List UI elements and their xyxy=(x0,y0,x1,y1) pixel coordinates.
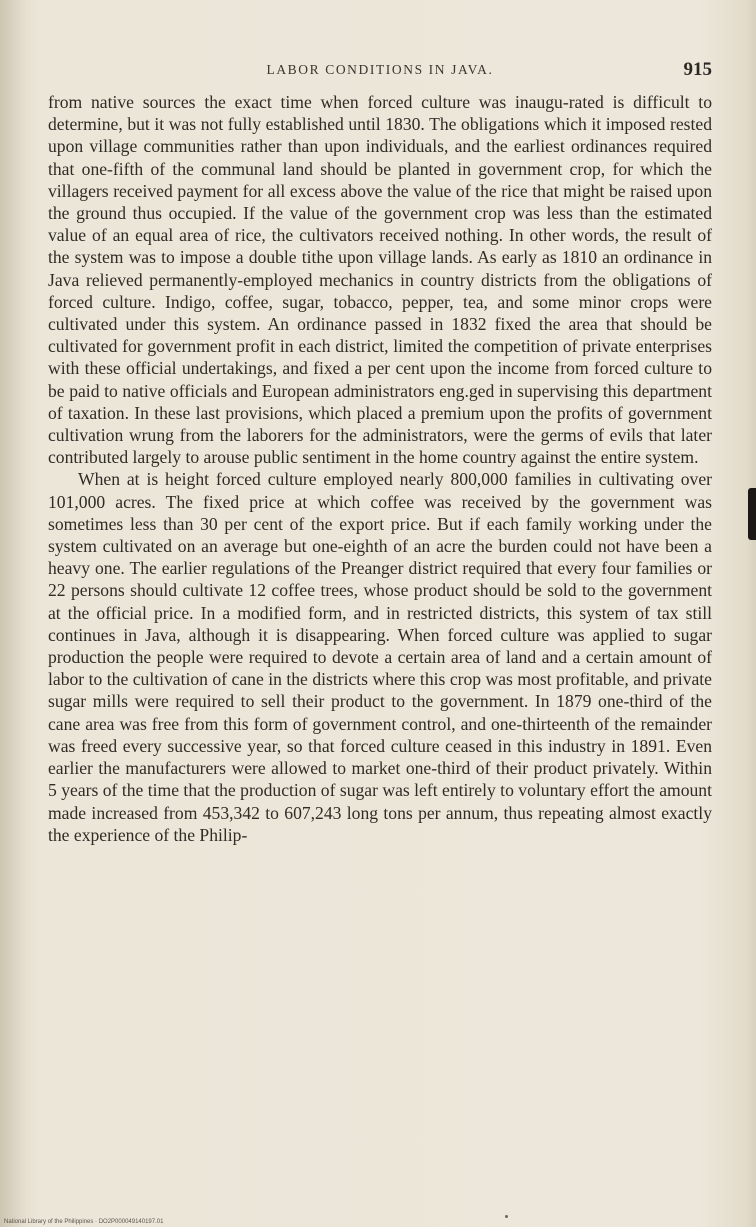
page-gutter-shadow xyxy=(0,0,26,1227)
running-head xyxy=(48,59,712,86)
paragraph-continued: from native sources the exact time when forced culture was inaugu-rated is difficult to determine, but it was not fully established until 1830. The obligations which it imposed rested upon village communities rather than upon individuals, and the earliest ordinances required that one-fifth of the communal land should be planted in government crop, for which the villagers received payment for all excess above the value of the rice that might be raised upon the ground thus occupied. If the value of the government crop was less than the estimated value of an equal area of rice, the cultivators received nothing. In other words, the result of the system was to impose a double tithe upon village lands. As early as 1810 an ordinance in Java relieved permanently-employed mechanics in country districts from the obligations of forced culture. Indigo, coffee, sugar, tobacco, pepper, tea, and some minor crops were cultivated under this system. An ordinance passed in 1832 fixed the area that should be cultivated for government profit in each district, limited the competition of private enterprises with these official undertakings, and fixed a per cent upon the income from forced culture to be paid to native officials and European administrators eng.ged in supervising this department of taxation. In these last provisions, which placed a premium upon the profits of government cultivation wrung from the laborers for the administrators, were the germs of evils that later contributed largely to arouse public sentiment in the home country against the entire system. xyxy=(48,92,712,468)
page-edge-tab xyxy=(748,488,756,540)
scan-credit-footer: National Library of the Philippines · DO2P000049140197.01 xyxy=(4,1219,164,1225)
print-speck xyxy=(505,1215,508,1218)
page-number: 915 xyxy=(683,59,712,80)
body-text xyxy=(48,91,712,846)
paragraph: When at is height forced culture employed nearly 800,000 families in cultivating over 101,000 acres. The fixed price at which coffee was received by the government was sometimes less than 30 per cent of the export price. But if each family working under the system cultivated on an average but one-eighth of an acre the burden could not have been a heavy one. The earlier regulations of the Preanger district required that every four families or 22 persons should cultivate 12 coffee trees, whose product should be sold to the government at the official price. In a modified form, and in restricted districts, this system of tax still continues in Java, although it is disappearing. When forced culture was applied to sugar production the people were required to devote a certain area of land and a certain amount of labor to the cultivation of cane in the districts where this crop was most profitable, and private sugar mills were required to sell their product to the government. In 1879 one-third of the cane area was free from this form of government control, and one-thirteenth of the remainder was freed every successive year, so that forced culture ceased in this industry in 1891. Even earlier the manufacturers were allowed to market one-third of their product privately. Within 5 years of the time that the production of sugar was left entirely to voluntary effort the amount made increased from 453,342 to 607,243 long tons per annum, thus repeating almost exactly the experience of the Philip- xyxy=(48,469,712,845)
running-title: LABOR CONDITIONS IN JAVA. xyxy=(266,62,494,77)
